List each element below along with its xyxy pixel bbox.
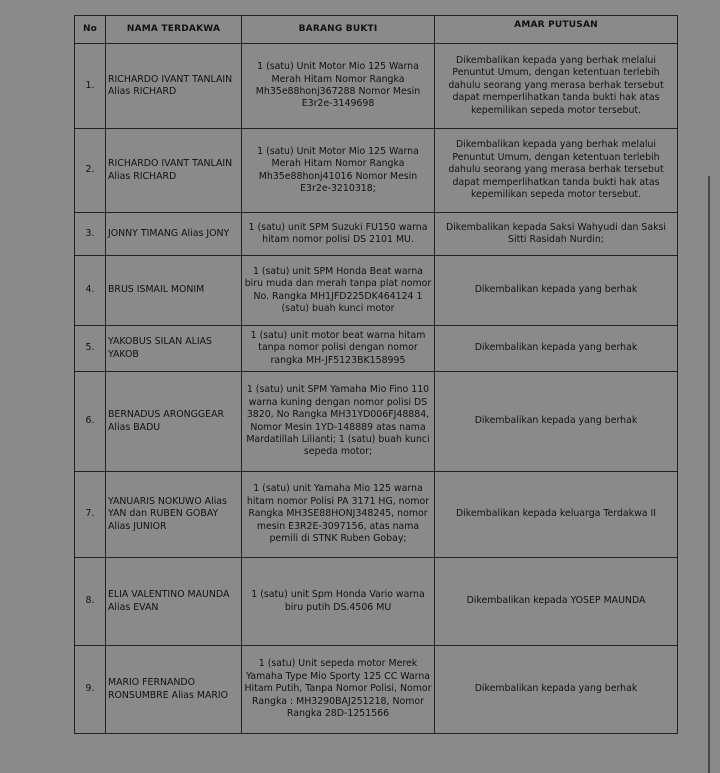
table-row bbox=[75, 44, 678, 129]
table-row bbox=[75, 326, 678, 372]
row-name: ELIA VALENTINO MAUNDA Alias EVAN bbox=[106, 558, 242, 646]
row-evidence: 1 (satu) unit SPM Yamaha Mio Fino 110 warna kuning dengan nomor polisi DS 3820, No Rangka MH31YD006FJ48884, Nomor Mesin 1YD-148889 atas nama Mardatillah Lilianti; 1 (satu) buah kunci sepeda motor; bbox=[242, 372, 435, 472]
row-verdict: Dikembalikan kepada yang berhak bbox=[435, 372, 678, 472]
row-no: 3. bbox=[75, 213, 106, 256]
row-no: 2. bbox=[75, 129, 106, 213]
row-verdict: Dikembalikan kepada yang berhak bbox=[435, 646, 678, 734]
row-evidence: 1 (satu) unit motor beat warna hitam tanpa nomor polisi dengan nomor rangka MH-JF5123BK158995 bbox=[242, 326, 435, 372]
header-name: NAMA TERDAKWA bbox=[106, 16, 242, 44]
row-evidence: 1 (satu) Unit Motor Mio 125 Warna Merah Hitam Nomor Rangka Mh35e88honj41016 Nomor Mesin E3r2e-3210318; bbox=[242, 129, 435, 213]
row-evidence: 1 (satu) unit SPM Honda Beat warna biru muda dan merah tanpa plat nomor No. Rangka MH1JFD225DK464124 1 (satu) buah kunci motor bbox=[242, 256, 435, 326]
row-verdict: Dikembalikan kepada yang berhak melalui Penuntut Umum, dengan ketentuan terlebih dahulu seorang yang merasa berhak tersebut dapat memperlihatkan tanda bukti hak atas kepemilikan sepeda motor tersebut. bbox=[435, 129, 678, 213]
header-no: No bbox=[75, 16, 106, 44]
row-name: RICHARDO IVANT TANLAIN Alias RICHARD bbox=[106, 129, 242, 213]
row-name: YANUARIS NOKUWO Alias YAN dan RUBEN GOBAY Alias JUNIOR bbox=[106, 472, 242, 558]
table-row bbox=[75, 256, 678, 326]
row-name: BRUS ISMAIL MONIM bbox=[106, 256, 242, 326]
row-verdict: Dikembalikan kepada keluarga Terdakwa II bbox=[435, 472, 678, 558]
header-verdict: AMAR PUTUSAN bbox=[435, 16, 678, 44]
row-no: 5. bbox=[75, 326, 106, 372]
row-evidence: 1 (satu) unit Yamaha Mio 125 warna hitam nomor Polisi PA 3171 HG, nomor Rangka MH3SE88HONJ348245, nomor mesin E3R2E-3097156, atas nama pemili di STNK Ruben Gobay; bbox=[242, 472, 435, 558]
row-name: MARIO FERNANDO RONSUMBRE Alias MARIO bbox=[106, 646, 242, 734]
row-no: 1. bbox=[75, 44, 106, 129]
table-row bbox=[75, 129, 678, 213]
row-verdict: Dikembalikan kepada Saksi Wahyudi dan Saksi Sitti Rasidah Nurdin; bbox=[435, 213, 678, 256]
table-row bbox=[75, 646, 678, 734]
table-row bbox=[75, 558, 678, 646]
row-evidence: 1 (satu) Unit sepeda motor Merek Yamaha Type Mio Sporty 125 CC Warna Hitam Putih, Tanpa Nomor Polisi, Nomor Rangka : MH3290BAJ251218, Nomor Rangka 28D-1251566 bbox=[242, 646, 435, 734]
header-evidence: BARANG BUKTI bbox=[242, 16, 435, 44]
row-evidence: 1 (satu) unit SPM Suzuki FU150 warna hitam nomor polisi DS 2101 MU. bbox=[242, 213, 435, 256]
table-row bbox=[75, 372, 678, 472]
row-name: RICHARDO IVANT TANLAIN Alias RICHARD bbox=[106, 44, 242, 129]
table-row bbox=[75, 213, 678, 256]
verdict-table bbox=[74, 15, 678, 734]
row-no: 8. bbox=[75, 558, 106, 646]
row-name: JONNY TIMANG Alias JONY bbox=[106, 213, 242, 256]
row-verdict: Dikembalikan kepada YOSEP MAUNDA bbox=[435, 558, 678, 646]
table-header-row bbox=[75, 16, 678, 44]
row-evidence: 1 (satu) Unit Motor Mio 125 Warna Merah Hitam Nomor Rangka Mh35e88honj367288 Nomor Mesin E3r2e-3149698 bbox=[242, 44, 435, 129]
row-no: 6. bbox=[75, 372, 106, 472]
row-evidence: 1 (satu) unit Spm Honda Vario warna biru putih DS.4506 MU bbox=[242, 558, 435, 646]
page-edge-shadow bbox=[708, 176, 710, 773]
row-name: BERNADUS ARONGGEAR Alias BADU bbox=[106, 372, 242, 472]
row-no: 7. bbox=[75, 472, 106, 558]
row-no: 9. bbox=[75, 646, 106, 734]
row-verdict: Dikembalikan kepada yang berhak melalui Penuntut Umum, dengan ketentuan terlebih dahulu seorang yang merasa berhak tersebut dapat memperlihatkan tanda bukti hak atas kepemilikan sepeda motor tersebut. bbox=[435, 44, 678, 129]
row-name: YAKOBUS SILAN ALIAS YAKOB bbox=[106, 326, 242, 372]
table-row bbox=[75, 472, 678, 558]
row-verdict: Dikembalikan kepada yang berhak bbox=[435, 326, 678, 372]
row-no: 4. bbox=[75, 256, 106, 326]
row-verdict: Dikembalikan kepada yang berhak bbox=[435, 256, 678, 326]
